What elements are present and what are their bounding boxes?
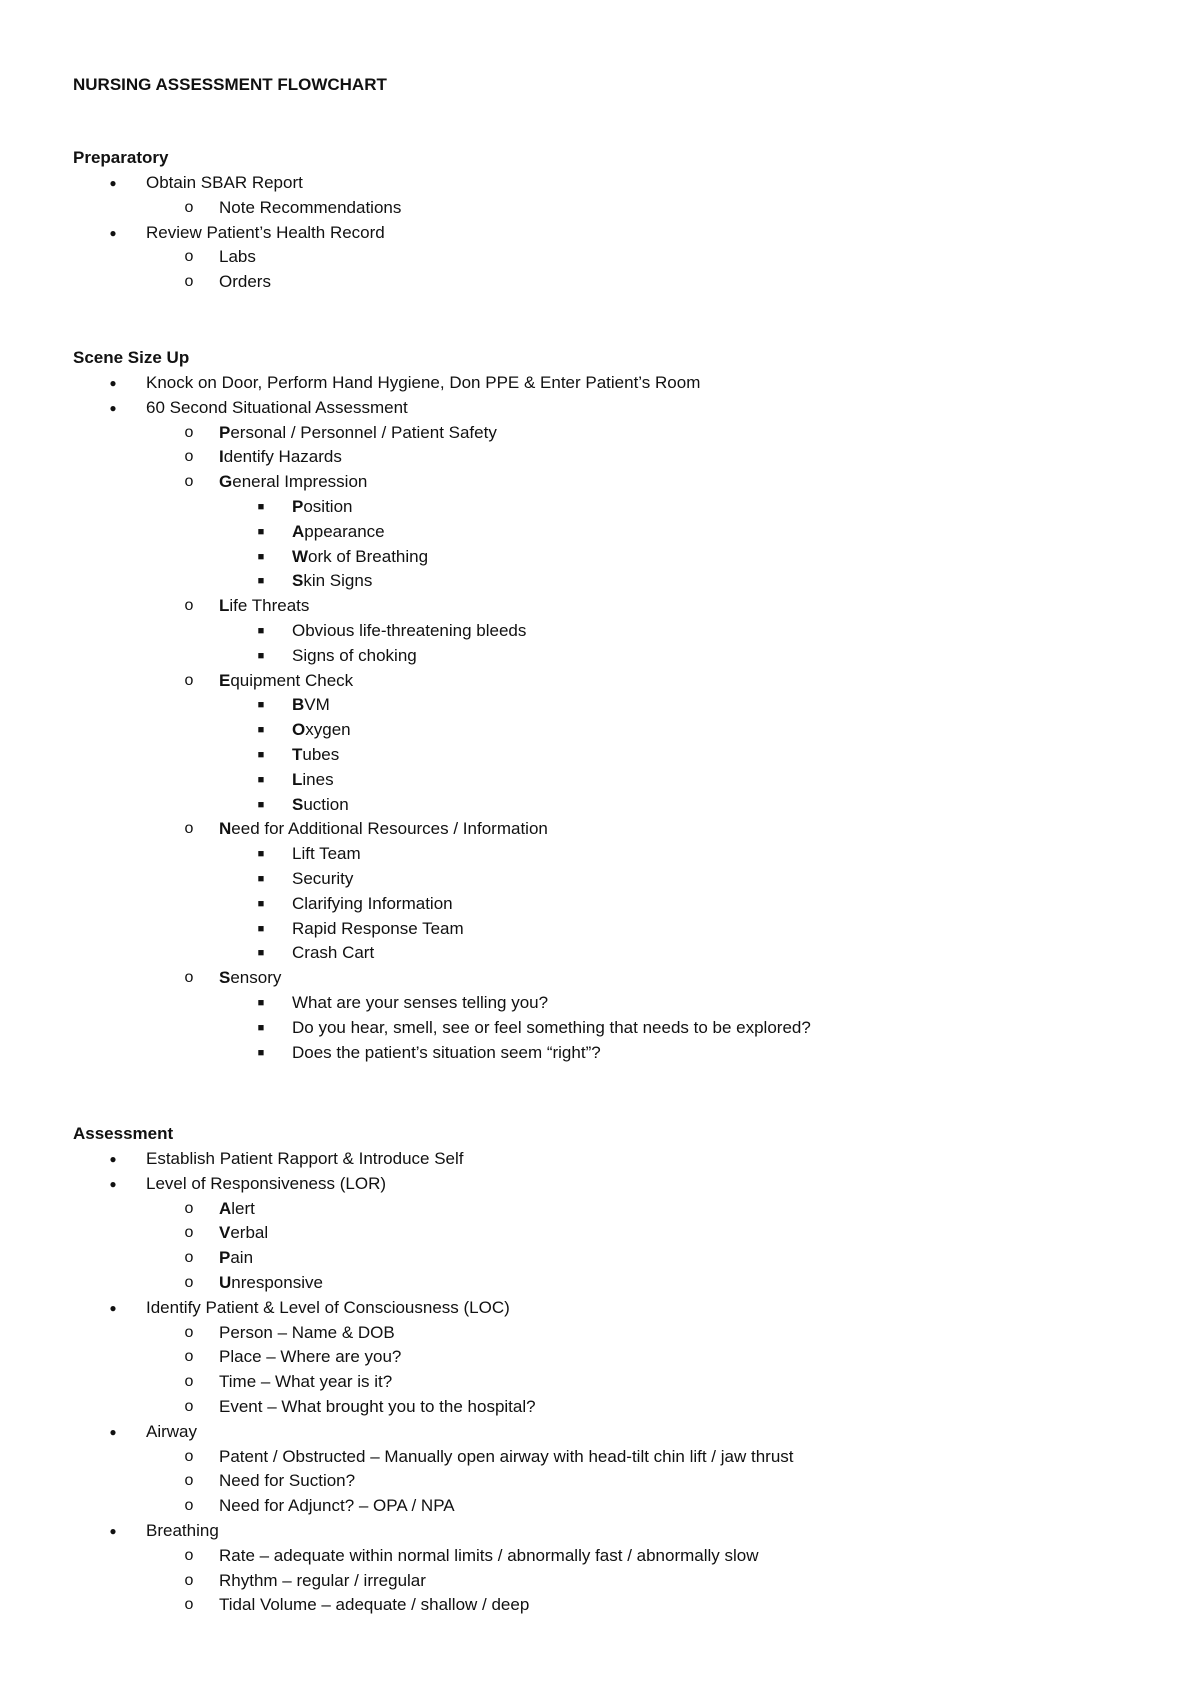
item-list <box>0 371 1200 1065</box>
list-item <box>0 867 1200 892</box>
bullet-square-icon: ■ <box>257 798 265 811</box>
list-item <box>0 421 1200 446</box>
item-text <box>219 1246 253 1271</box>
list-item <box>0 1469 1200 1494</box>
mnemonic-letter: L <box>219 596 230 616</box>
list-item <box>0 221 1200 246</box>
bullet-circle-icon: o <box>184 1273 194 1291</box>
item-text <box>292 917 464 942</box>
item-text <box>219 1321 395 1346</box>
list-item <box>0 1569 1200 1594</box>
list-item <box>0 520 1200 545</box>
bullet-circle-icon: o <box>184 969 194 987</box>
bullet-circle-icon: o <box>184 1447 194 1465</box>
bullet-square-icon: ■ <box>257 649 265 662</box>
list-item <box>0 1197 1200 1222</box>
item-label: Knock on Door, Perform Hand Hygiene, Don PPE & Enter Patient’s Room <box>146 373 701 392</box>
bullet-square-icon: ■ <box>257 996 265 1009</box>
item-label: quipment Check <box>230 670 354 690</box>
list-item <box>0 1420 1200 1445</box>
list-item <box>0 793 1200 818</box>
list-item <box>0 768 1200 793</box>
item-text <box>292 619 526 644</box>
item-text <box>219 445 342 470</box>
bullet-circle-icon: o <box>184 1249 194 1267</box>
mnemonic-letter: P <box>219 422 231 442</box>
item-text <box>219 270 271 295</box>
item-text <box>219 1494 455 1519</box>
list-item <box>0 941 1200 966</box>
item-text <box>219 1370 392 1395</box>
item-label: ersonal / Personnel / Patient Safety <box>230 422 497 442</box>
item-label: eneral Impression <box>232 472 368 492</box>
mnemonic-letter: G <box>219 472 233 492</box>
item-text <box>219 1197 255 1222</box>
item-label: Identify Patient & Level of Consciousness (LOC) <box>146 1297 510 1317</box>
list-item <box>0 270 1200 295</box>
list-item <box>0 545 1200 570</box>
item-text <box>146 1420 197 1445</box>
bullet-circle-icon: o <box>184 248 194 266</box>
bullet-circle-icon: o <box>184 473 194 491</box>
bullet-square-icon: ■ <box>257 550 265 563</box>
bullet-circle-icon: o <box>184 1571 194 1589</box>
list-item <box>0 1221 1200 1246</box>
bullet-circle-icon: o <box>184 423 194 441</box>
section-heading: Scene Size Up <box>73 348 190 367</box>
mnemonic-letter: P <box>219 1248 231 1268</box>
item-label: Breathing <box>146 1520 219 1540</box>
list-item <box>0 1544 1200 1569</box>
bullet-dot-icon: ● <box>109 1523 117 1538</box>
mnemonic-letter: L <box>292 769 303 789</box>
item-text <box>219 196 401 221</box>
item-label: Review Patient’s Health Record <box>146 222 385 242</box>
bullet-dot-icon: ● <box>109 1176 117 1191</box>
item-label: Orders <box>219 272 271 292</box>
bullet-circle-icon: o <box>184 1596 194 1614</box>
bullet-circle-icon: o <box>184 448 194 466</box>
list-item <box>0 917 1200 942</box>
mnemonic-letter: V <box>219 1223 231 1243</box>
bullet-circle-icon: o <box>184 273 194 291</box>
item-label: Airway <box>146 1421 198 1441</box>
item-text <box>292 718 351 743</box>
item-label: eed for Additional Resources / Information <box>231 819 548 839</box>
item-label: ain <box>230 1248 254 1268</box>
list-item <box>0 1041 1200 1066</box>
bullet-circle-icon: o <box>184 1373 194 1391</box>
mnemonic-letter: B <box>292 695 305 715</box>
list-item <box>0 1494 1200 1519</box>
item-label: Person – Name & DOB <box>219 1322 395 1342</box>
list-item <box>0 171 1200 196</box>
list-item <box>0 1016 1200 1041</box>
item-label: ubes <box>302 744 340 764</box>
item-text <box>146 171 303 196</box>
bullet-square-icon: ■ <box>257 848 265 861</box>
item-text <box>292 867 353 892</box>
item-text <box>219 470 367 495</box>
bullet-circle-icon: o <box>184 198 194 216</box>
item-label: xygen <box>305 720 351 740</box>
item-label: Do you hear, smell, see or feel something that needs to be explored? <box>292 1017 811 1037</box>
item-text <box>219 1395 536 1420</box>
mnemonic-letter: A <box>219 1198 232 1218</box>
item-text <box>292 693 330 718</box>
item-text <box>146 371 700 396</box>
bullet-dot-icon: ● <box>109 1424 117 1439</box>
list-item <box>0 470 1200 495</box>
mnemonic-letter: U <box>219 1272 232 1292</box>
item-text <box>146 1519 219 1544</box>
bullet-dot-icon: ● <box>109 400 117 415</box>
bullet-circle-icon: o <box>184 1472 194 1490</box>
list-item <box>0 495 1200 520</box>
mnemonic-letter: I <box>219 447 224 467</box>
item-label: osition <box>303 496 353 516</box>
bullet-dot-icon: ● <box>109 176 117 190</box>
mnemonic-letter: N <box>219 819 232 839</box>
item-label: Rapid Response Team <box>292 918 464 938</box>
bullet-square-icon: ■ <box>257 1046 265 1059</box>
item-label: Obtain SBAR Report <box>146 173 303 192</box>
item-text <box>146 1147 464 1172</box>
list-item <box>0 1345 1200 1370</box>
item-label: Rate – adequate within normal limits / abnormally fast / abnormally slow <box>219 1545 759 1565</box>
item-label: uction <box>303 794 349 814</box>
item-label: What are your senses telling you? <box>292 992 549 1012</box>
item-label: Patent / Obstructed – Manually open airway with head-tilt chin lift / jaw thrust <box>219 1446 794 1466</box>
item-text <box>292 1041 601 1066</box>
section-heading: Assessment <box>73 1124 174 1143</box>
list-item <box>0 569 1200 594</box>
list-item <box>0 1271 1200 1296</box>
item-text <box>219 817 548 842</box>
item-text <box>146 221 385 246</box>
bullet-dot-icon: ● <box>109 225 117 240</box>
list-item <box>0 817 1200 842</box>
item-text <box>292 743 339 768</box>
bullet-square-icon: ■ <box>257 922 265 935</box>
item-label: Signs of choking <box>292 645 417 665</box>
mnemonic-letter: E <box>219 670 231 690</box>
list-item <box>0 743 1200 768</box>
list-item <box>0 196 1200 221</box>
item-label: Event – What brought you to the hospital? <box>219 1396 536 1416</box>
item-list <box>0 171 1200 295</box>
item-label: ork of Breathing <box>308 546 429 566</box>
mnemonic-letter: S <box>219 968 231 988</box>
list-item <box>0 991 1200 1016</box>
item-label: 60 Second Situational Assessment <box>146 397 408 417</box>
list-item <box>0 396 1200 421</box>
list-item <box>0 371 1200 396</box>
bullet-circle-icon: o <box>184 597 194 615</box>
item-label: dentify Hazards <box>223 447 342 467</box>
item-text <box>292 569 372 594</box>
item-label: Does the patient’s situation seem “right”? <box>292 1042 601 1062</box>
item-label: ife Threats <box>229 596 310 616</box>
bullet-square-icon: ■ <box>257 699 265 712</box>
item-text <box>219 421 497 446</box>
list-item <box>0 1147 1200 1172</box>
item-text <box>292 892 453 917</box>
bullet-square-icon: ■ <box>257 773 265 786</box>
item-text <box>292 842 361 867</box>
item-list <box>0 1147 1200 1618</box>
bullet-circle-icon: o <box>184 671 194 689</box>
item-text <box>219 1544 759 1569</box>
item-label: erbal <box>230 1223 269 1243</box>
item-text <box>219 1271 323 1296</box>
bullet-circle-icon: o <box>184 1348 194 1366</box>
list-item <box>0 1370 1200 1395</box>
item-text <box>219 594 309 619</box>
mnemonic-letter: S <box>292 794 304 814</box>
list-item <box>0 1395 1200 1420</box>
list-item <box>0 644 1200 669</box>
list-item <box>0 1246 1200 1271</box>
item-label: Need for Adjunct? – OPA / NPA <box>219 1496 455 1516</box>
bullet-dot-icon: ● <box>109 1300 117 1315</box>
bullet-square-icon: ■ <box>257 525 265 538</box>
bullet-circle-icon: o <box>184 1497 194 1515</box>
item-text <box>219 1445 794 1470</box>
list-item <box>0 669 1200 694</box>
item-label: Tidal Volume – adequate / shallow / deep <box>219 1595 530 1615</box>
bullet-circle-icon: o <box>184 1546 194 1564</box>
item-text <box>292 768 334 793</box>
item-text <box>292 520 385 545</box>
item-text <box>219 1345 401 1370</box>
bullet-square-icon: ■ <box>257 575 265 588</box>
item-text <box>219 245 256 270</box>
bullet-dot-icon: ● <box>109 376 117 390</box>
list-item <box>0 1296 1200 1321</box>
item-text <box>219 1469 355 1494</box>
list-item <box>0 693 1200 718</box>
item-text <box>219 1221 268 1246</box>
list-item <box>0 892 1200 917</box>
item-label: Note Recommendations <box>219 197 402 217</box>
list-item <box>0 445 1200 470</box>
item-label: ines <box>302 769 334 789</box>
bullet-square-icon: ■ <box>257 500 265 513</box>
bullet-circle-icon: o <box>184 1199 194 1217</box>
item-text <box>146 1172 386 1197</box>
list-item <box>0 842 1200 867</box>
list-item <box>0 1593 1200 1618</box>
list-item <box>0 718 1200 743</box>
list-item <box>0 1172 1200 1197</box>
item-label: Crash Cart <box>292 943 375 963</box>
item-label: Lift Team <box>292 844 361 864</box>
bullet-square-icon: ■ <box>257 872 265 885</box>
item-label: ensory <box>230 968 282 988</box>
item-text <box>292 545 428 570</box>
list-item <box>0 245 1200 270</box>
bullet-circle-icon: o <box>184 820 194 838</box>
item-text <box>219 1593 529 1618</box>
item-text <box>292 495 352 520</box>
item-label: Time – What year is it? <box>219 1372 393 1392</box>
bullet-square-icon: ■ <box>257 897 265 910</box>
item-text <box>292 644 417 669</box>
item-label: nresponsive <box>231 1272 323 1292</box>
item-label: Clarifying Information <box>292 893 453 913</box>
item-text <box>292 941 374 966</box>
item-text <box>219 669 353 694</box>
bullet-square-icon: ■ <box>257 748 265 761</box>
item-label: Security <box>292 868 354 888</box>
list-item <box>0 619 1200 644</box>
bullet-dot-icon: ● <box>109 1152 117 1166</box>
bullet-square-icon: ■ <box>257 724 265 737</box>
item-label: Need for Suction? <box>219 1471 356 1491</box>
item-label: Rhythm – regular / irregular <box>219 1570 426 1590</box>
item-label: Establish Patient Rapport & Introduce Self <box>146 1149 464 1168</box>
item-label: ppearance <box>304 521 385 541</box>
mnemonic-letter: W <box>292 546 309 566</box>
mnemonic-letter: P <box>292 496 304 516</box>
item-label: VM <box>304 695 330 715</box>
list-item <box>0 1321 1200 1346</box>
item-label: Labs <box>219 247 256 267</box>
item-text <box>219 1569 426 1594</box>
item-label: Obvious life-threatening bleeds <box>292 620 527 640</box>
mnemonic-letter: A <box>292 521 305 541</box>
list-item <box>0 966 1200 991</box>
mnemonic-letter: O <box>292 720 306 740</box>
section-heading: Preparatory <box>73 148 169 167</box>
mnemonic-letter: T <box>292 744 303 764</box>
item-text <box>219 966 281 991</box>
bullet-square-icon: ■ <box>257 624 265 637</box>
item-text <box>292 793 349 818</box>
document-title: NURSING ASSESSMENT FLOWCHART <box>73 75 387 94</box>
list-item <box>0 1519 1200 1544</box>
list-item <box>0 1445 1200 1470</box>
list-item <box>0 594 1200 619</box>
item-label: Place – Where are you? <box>219 1347 402 1367</box>
item-text <box>146 1296 510 1321</box>
bullet-circle-icon: o <box>184 1397 194 1415</box>
item-text <box>292 1016 811 1041</box>
item-text <box>146 396 408 421</box>
bullet-square-icon: ■ <box>257 947 265 960</box>
mnemonic-letter: S <box>292 571 304 591</box>
item-label: lert <box>231 1198 255 1218</box>
item-text <box>292 991 548 1016</box>
bullet-square-icon: ■ <box>257 1021 265 1034</box>
item-label: Level of Responsiveness (LOR) <box>146 1173 387 1193</box>
item-label: kin Signs <box>303 571 373 591</box>
bullet-circle-icon: o <box>184 1323 194 1341</box>
bullet-circle-icon: o <box>184 1224 194 1242</box>
